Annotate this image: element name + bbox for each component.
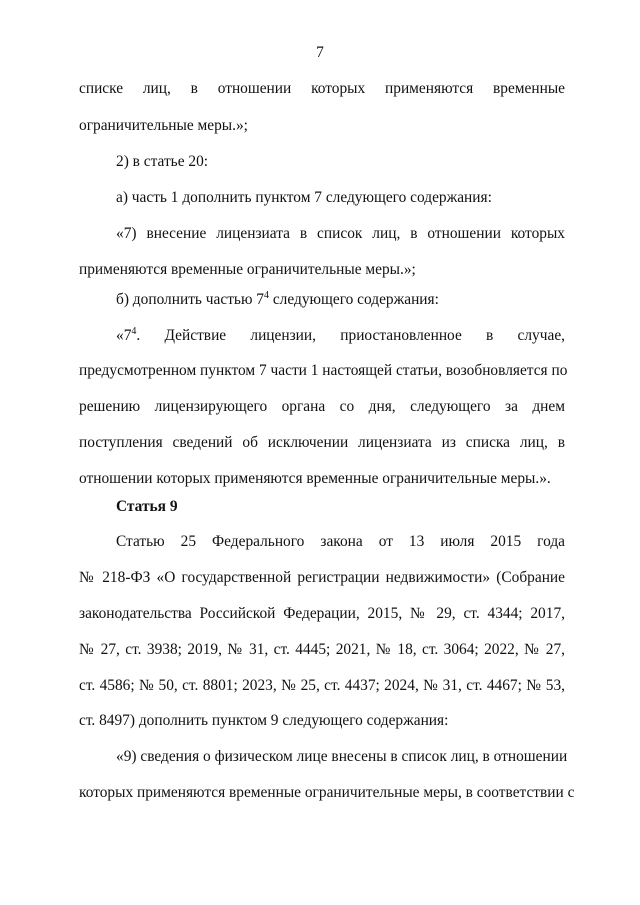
text-line: предусмотренном пунктом 7 части 1 настоящей статьи, возобновляется по — [79, 362, 568, 379]
text-line: ст. 8497) дополнить пунктом 9 следующего содержания: — [79, 712, 449, 729]
text-line: которых применяются временные ограничительные меры, в соответствии с — [79, 784, 575, 801]
superscript: 4 — [131, 326, 137, 337]
text-line: отношении которых применяются временные ограничительные меры.». — [79, 470, 551, 487]
text-line — [116, 290, 565, 310]
text-line: ограничительные меры.»; — [79, 117, 248, 134]
text-line: № 27, ст. 3938; 2019, № 31, ст. 4445; 2021, № 18, ст. 3064; 2022, № 27, — [79, 641, 565, 658]
text-line: поступления сведений об исключении лицензиата из списка лиц, в — [79, 434, 565, 451]
text-fragment: . Действие лицензии, приостановленное в случае, — [136, 327, 565, 344]
text-line: списке лиц, в отношении которых применяются временные — [79, 80, 565, 97]
page-number: 7 — [316, 44, 324, 61]
text-line: № 218-ФЗ «О государственной регистрации недвижимости» (Собрание — [79, 569, 565, 586]
text-fragment: «7 — [116, 327, 132, 344]
text-line: а) часть 1 дополнить пунктом 7 следующего содержания: — [116, 189, 492, 206]
text-line: решению лицензирующего органа со дня, следующего за днем — [79, 398, 565, 415]
text-line: Статью 25 Федерального закона от 13 июля 2015 года — [116, 533, 565, 550]
text-line: ст. 4586; № 50, ст. 8801; 2023, № 25, ст. 4437; 2024, № 31, ст. 4467; № 53, — [79, 677, 565, 694]
article-heading: Статья 9 — [116, 498, 178, 515]
text-line: применяются временные ограничительные меры.»; — [79, 261, 416, 278]
text-line: «9) сведения о физическом лице внесены в список лиц, в отношении — [116, 748, 568, 765]
text-line — [116, 326, 565, 346]
text-line: 2) в статье 20: — [116, 153, 209, 170]
text-line: «7) внесение лицензиата в список лиц, в отношении которых — [116, 225, 565, 242]
text-line: законодательства Российской Федерации, 2015, № 29, ст. 4344; 2017, — [79, 605, 565, 622]
superscript: 4 — [264, 290, 269, 301]
text-fragment: следующего содержания: — [269, 291, 439, 308]
text-fragment: б) дополнить частью 7 — [116, 291, 264, 308]
